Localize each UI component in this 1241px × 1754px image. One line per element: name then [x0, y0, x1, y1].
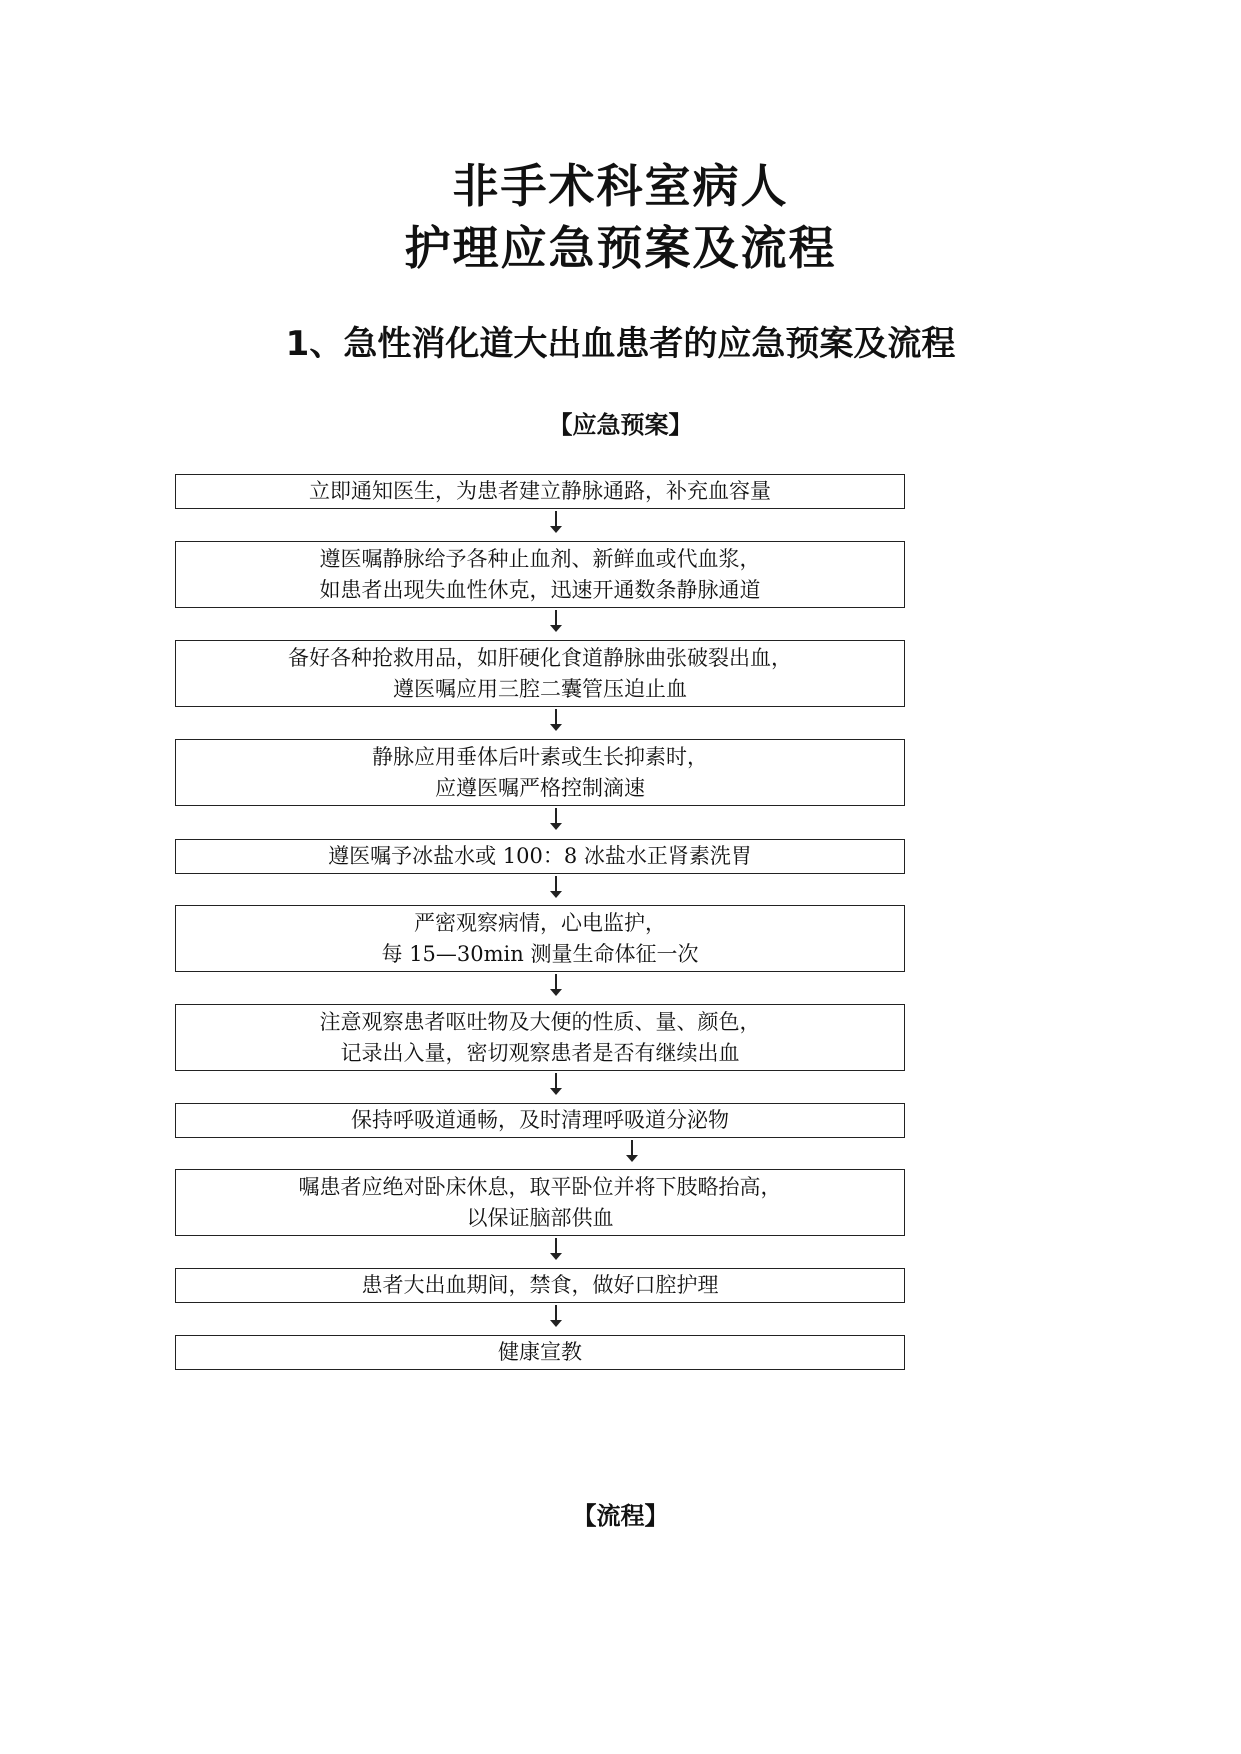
flow-step-4 — [175, 739, 905, 806]
flow-step-11 — [175, 1335, 905, 1370]
flow-step-text: 如患者出现失血性休克，迅速开通数条静脉通道 — [319, 577, 761, 602]
flow-step-9 — [175, 1169, 905, 1236]
flow-arrow-icon — [625, 1140, 639, 1162]
flow-step-text: 严密观察病情，心电监护， — [414, 910, 666, 935]
flow-step-text: 遵医嘱静脉给予各种止血剂、新鲜血或代血浆， — [319, 546, 761, 571]
process-heading: 【流程】 — [572, 1502, 669, 1530]
flow-step-1 — [175, 474, 905, 509]
flow-step-text: 遵医嘱应用三腔二囊管压迫止血 — [393, 676, 687, 701]
flow-step-text: 记录出入量，密切观察患者是否有继续出血 — [340, 1040, 740, 1065]
flow-arrow-icon — [549, 808, 563, 830]
flow-step-8 — [175, 1103, 905, 1138]
flow-step-text: 保持呼吸道通畅，及时清理呼吸道分泌物 — [351, 1108, 729, 1132]
flow-step-text: 每 15—30min 测量生命体征一次 — [381, 941, 699, 966]
flow-arrow-icon — [549, 511, 563, 533]
flow-step-7 — [175, 1004, 905, 1071]
flow-step-text: 健康宣教 — [498, 1340, 582, 1364]
flow-step-text: 静脉应用垂体后叶素或生长抑素时， — [372, 744, 708, 769]
flow-step-2 — [175, 541, 905, 608]
emergency-plan-heading: 【应急预案】 — [548, 411, 693, 439]
document-title-line1: 非手术科室病人 — [452, 159, 789, 213]
flow-step-text: 遵医嘱予冰盐水或 100：8 冰盐水正肾素洗胃 — [328, 844, 752, 868]
flow-step-text: 备好各种抢救用品，如肝硬化食道静脉曲张破裂出血， — [288, 645, 792, 670]
section-heading: 1、急性消化道大出血患者的应急预案及流程 — [285, 324, 956, 364]
flow-arrow-icon — [549, 1238, 563, 1260]
flow-step-text: 立即通知医生，为患者建立静脉通路，补充血容量 — [309, 479, 771, 503]
flow-arrow-icon — [549, 876, 563, 898]
flow-step-10 — [175, 1268, 905, 1303]
flow-step-3 — [175, 640, 905, 707]
document-title-line2: 护理应急预案及流程 — [404, 221, 837, 275]
flow-arrow-icon — [549, 709, 563, 731]
flow-step-6 — [175, 905, 905, 972]
flow-step-text: 以保证脑部供血 — [466, 1205, 614, 1230]
flow-step-text: 患者大出血期间，禁食，做好口腔护理 — [361, 1273, 719, 1297]
flow-step-text: 应遵医嘱严格控制滴速 — [435, 775, 645, 800]
flow-arrow-icon — [549, 974, 563, 996]
flow-arrow-icon — [549, 610, 563, 632]
flow-arrow-icon — [549, 1073, 563, 1095]
flow-step-text: 注意观察患者呕吐物及大便的性质、量、颜色， — [319, 1009, 761, 1034]
flow-step-text: 嘱患者应绝对卧床休息，取平卧位并将下肢略抬高， — [298, 1174, 782, 1199]
flow-arrow-icon — [549, 1305, 563, 1327]
flow-step-5 — [175, 839, 905, 874]
